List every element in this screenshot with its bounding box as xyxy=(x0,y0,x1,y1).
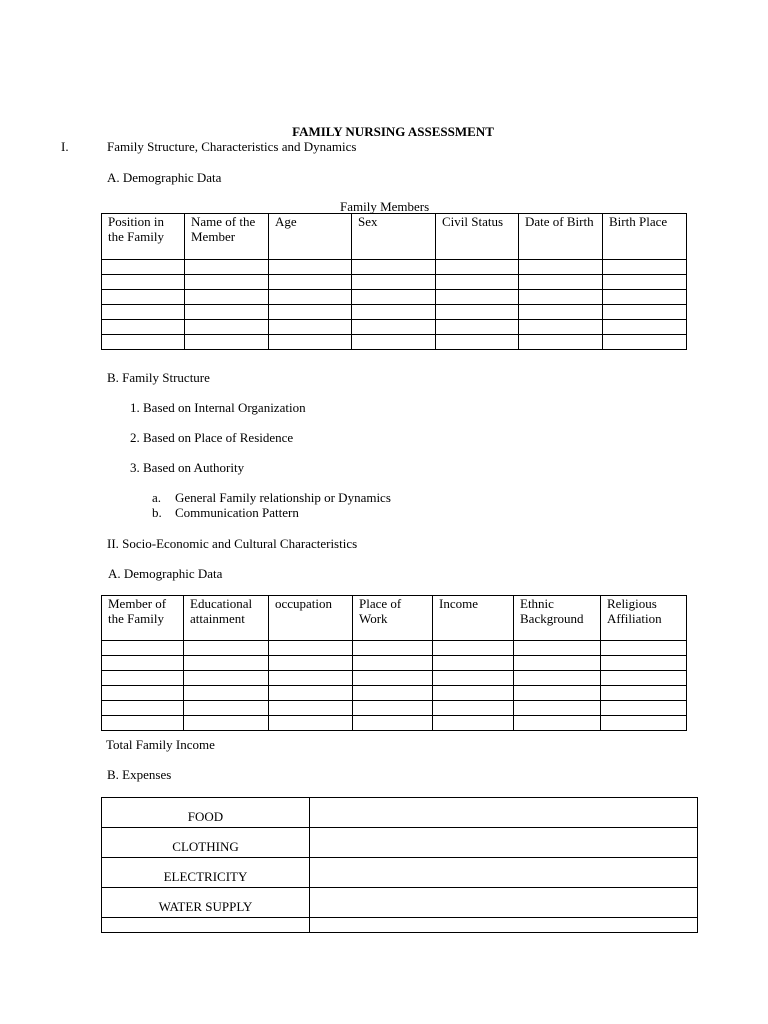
table-cell[interactable] xyxy=(433,671,514,686)
table-cell[interactable] xyxy=(601,671,687,686)
table-cell[interactable] xyxy=(436,305,519,320)
table-row xyxy=(102,701,687,716)
column-header: Date of Birth xyxy=(519,214,603,260)
column-header: Ethnic Background xyxy=(514,596,601,641)
table-cell[interactable] xyxy=(184,686,269,701)
table-row xyxy=(102,641,687,656)
table-cell[interactable] xyxy=(185,260,269,275)
table-cell[interactable] xyxy=(102,671,184,686)
expenses-label: B. Expenses xyxy=(107,767,172,782)
expense-value-cell[interactable] xyxy=(310,918,698,933)
table-row xyxy=(102,686,687,701)
table-row xyxy=(102,918,698,933)
table-cell[interactable] xyxy=(269,641,353,656)
table-cell[interactable] xyxy=(436,290,519,305)
column-header: Religious Affiliation xyxy=(601,596,687,641)
table-cell[interactable] xyxy=(603,275,687,290)
column-header: Place of Work xyxy=(353,596,433,641)
table-cell[interactable] xyxy=(184,641,269,656)
sub-item-b-marker: b. xyxy=(152,505,162,520)
column-header: Income xyxy=(433,596,514,641)
table-cell[interactable] xyxy=(353,671,433,686)
column-header: occupation xyxy=(269,596,353,641)
column-header: Position in the Family xyxy=(102,214,185,260)
table-cell[interactable] xyxy=(269,290,352,305)
table-row xyxy=(102,320,687,335)
demographic-data-label: A. Demographic Data xyxy=(107,170,222,185)
table-cell[interactable] xyxy=(433,686,514,701)
structure-item-internal: 1. Based on Internal Organization xyxy=(130,400,306,415)
table-cell[interactable] xyxy=(603,305,687,320)
table-cell[interactable] xyxy=(436,275,519,290)
table-row xyxy=(102,335,687,350)
section-1-heading: Family Structure, Characteristics and Dynamics xyxy=(107,139,357,154)
table-cell[interactable] xyxy=(352,335,436,350)
table-cell[interactable] xyxy=(269,260,352,275)
table-cell[interactable] xyxy=(102,641,184,656)
family-members-caption: Family Members xyxy=(340,199,430,214)
table-row xyxy=(102,716,687,731)
table-cell[interactable] xyxy=(185,305,269,320)
table-cell[interactable] xyxy=(514,716,601,731)
table-cell[interactable] xyxy=(514,641,601,656)
table-cell[interactable] xyxy=(519,260,603,275)
table-cell[interactable] xyxy=(102,320,185,335)
table-cell[interactable] xyxy=(184,716,269,731)
table-cell[interactable] xyxy=(514,686,601,701)
table-cell[interactable] xyxy=(601,686,687,701)
table-cell[interactable] xyxy=(436,335,519,350)
table-row xyxy=(102,828,698,858)
family-structure-heading: B. Family Structure xyxy=(107,370,210,385)
column-header: Member of the Family xyxy=(102,596,184,641)
structure-item-authority: 3. Based on Authority xyxy=(130,460,245,475)
expense-label-water-supply: WATER SUPPLY xyxy=(102,888,310,918)
table-cell[interactable] xyxy=(353,701,433,716)
table-cell[interactable] xyxy=(269,656,353,671)
table-cell[interactable] xyxy=(185,335,269,350)
table-cell[interactable] xyxy=(514,671,601,686)
structure-item-residence: 2. Based on Place of Residence xyxy=(130,430,294,445)
table-cell[interactable] xyxy=(433,716,514,731)
table-cell[interactable] xyxy=(601,656,687,671)
table-cell[interactable] xyxy=(603,335,687,350)
table-cell[interactable] xyxy=(185,275,269,290)
table-cell[interactable] xyxy=(603,320,687,335)
table-cell[interactable] xyxy=(184,671,269,686)
expense-value-cell[interactable] xyxy=(310,888,698,918)
table-cell[interactable] xyxy=(514,656,601,671)
table-cell[interactable] xyxy=(514,701,601,716)
table-cell[interactable] xyxy=(102,305,185,320)
column-header: Civil Status xyxy=(436,214,519,260)
table-cell[interactable] xyxy=(102,716,184,731)
section-2-demographic-label: A. Demographic Data xyxy=(108,566,223,581)
table-cell[interactable] xyxy=(102,686,184,701)
table-cell[interactable] xyxy=(436,320,519,335)
table-cell[interactable] xyxy=(433,701,514,716)
table-cell[interactable] xyxy=(433,641,514,656)
table-cell[interactable] xyxy=(519,275,603,290)
table-cell[interactable] xyxy=(185,290,269,305)
document-title: FAMILY NURSING ASSESSMENT xyxy=(292,124,494,139)
column-header: Age xyxy=(269,214,352,260)
table-row xyxy=(102,305,687,320)
section-1-numeral: I. xyxy=(61,139,69,154)
table-row xyxy=(102,260,687,275)
table-cell[interactable] xyxy=(352,305,436,320)
table-cell[interactable] xyxy=(352,275,436,290)
table-cell[interactable] xyxy=(269,320,352,335)
expense-value-cell[interactable] xyxy=(310,828,698,858)
table-cell[interactable] xyxy=(436,260,519,275)
table-cell[interactable] xyxy=(603,260,687,275)
column-header: Educational attainment xyxy=(184,596,269,641)
table-cell[interactable] xyxy=(352,290,436,305)
table-header-row xyxy=(102,596,687,641)
table-cell[interactable] xyxy=(102,701,184,716)
total-family-income-label: Total Family Income xyxy=(106,737,215,752)
table-cell[interactable] xyxy=(269,686,353,701)
table-cell[interactable] xyxy=(353,686,433,701)
table-cell[interactable] xyxy=(519,290,603,305)
expense-label-electricity: ELECTRICITY xyxy=(102,858,310,888)
table-row xyxy=(102,290,687,305)
table-cell[interactable] xyxy=(102,918,310,933)
table-cell[interactable] xyxy=(601,701,687,716)
column-header: Sex xyxy=(352,214,436,260)
table-cell[interactable] xyxy=(269,701,353,716)
sub-item-b-text: Communication Pattern xyxy=(175,505,299,520)
socio-economic-table xyxy=(101,595,687,731)
table-cell[interactable] xyxy=(102,656,184,671)
expense-value-cell[interactable] xyxy=(310,858,698,888)
table-row xyxy=(102,656,687,671)
table-row xyxy=(102,275,687,290)
table-cell[interactable] xyxy=(102,260,185,275)
table-header-row xyxy=(102,214,687,260)
table-row xyxy=(102,798,698,828)
expense-label-food: FOOD xyxy=(102,798,310,828)
table-cell[interactable] xyxy=(603,290,687,305)
table-cell[interactable] xyxy=(269,275,352,290)
table-cell[interactable] xyxy=(519,335,603,350)
sub-item-a-marker: a. xyxy=(152,490,162,505)
sub-item-a-text: General Family relationship or Dynamics xyxy=(175,490,391,505)
table-cell[interactable] xyxy=(352,320,436,335)
table-cell[interactable] xyxy=(352,260,436,275)
table-cell[interactable] xyxy=(601,716,687,731)
expense-label-clothing: CLOTHING xyxy=(102,828,310,858)
table-cell[interactable] xyxy=(102,290,185,305)
table-cell[interactable] xyxy=(269,305,352,320)
table-row xyxy=(102,858,698,888)
expenses-table xyxy=(101,797,698,933)
expense-value-cell[interactable] xyxy=(310,798,698,828)
table-cell[interactable] xyxy=(353,641,433,656)
section-2-heading: II. Socio-Economic and Cultural Characteristics xyxy=(107,536,358,551)
table-cell[interactable] xyxy=(185,320,269,335)
family-members-table xyxy=(101,213,687,350)
table-cell[interactable] xyxy=(102,275,185,290)
table-cell[interactable] xyxy=(519,320,603,335)
table-cell[interactable] xyxy=(353,716,433,731)
table-cell[interactable] xyxy=(102,335,185,350)
table-cell[interactable] xyxy=(269,716,353,731)
table-cell[interactable] xyxy=(269,335,352,350)
table-row xyxy=(102,888,698,918)
column-header: Birth Place xyxy=(603,214,687,260)
table-cell[interactable] xyxy=(601,641,687,656)
table-cell[interactable] xyxy=(519,305,603,320)
table-cell[interactable] xyxy=(433,656,514,671)
table-cell[interactable] xyxy=(353,656,433,671)
table-cell[interactable] xyxy=(184,656,269,671)
table-row xyxy=(102,671,687,686)
column-header: Name of the Member xyxy=(185,214,269,260)
table-cell[interactable] xyxy=(184,701,269,716)
table-cell[interactable] xyxy=(269,671,353,686)
